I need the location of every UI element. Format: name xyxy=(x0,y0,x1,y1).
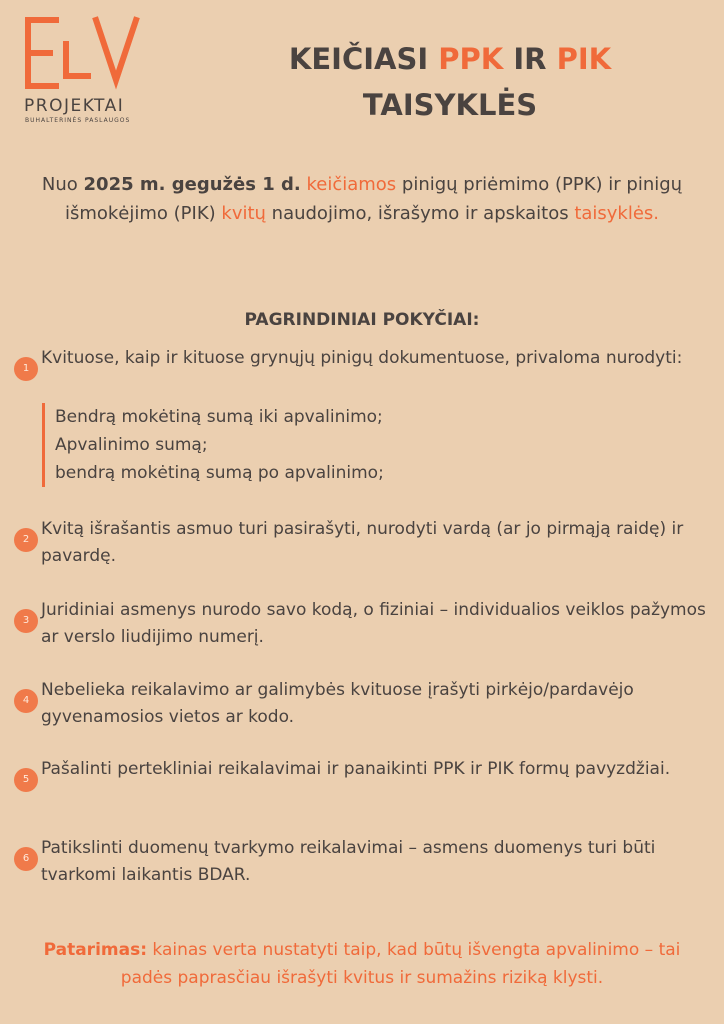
sublist-item: bendrą mokėtiną sumą po apvalinimo; xyxy=(55,463,384,483)
list-item xyxy=(14,677,720,731)
title-part1: KEIČIASI xyxy=(288,42,439,76)
intro-changing: keičiamos xyxy=(306,174,397,195)
logo-tagline: BUHALTERINĖS PASLAUGOS xyxy=(25,117,131,124)
item-number-badge: 3 xyxy=(14,609,38,633)
list-item xyxy=(14,835,720,889)
item-number-badge: 5 xyxy=(14,768,38,792)
item-text: Pašalinti pertekliniai reikalavimai ir panaikinti PPK ir PIK formų pavyzdžiai. xyxy=(41,759,671,779)
intro-t1: Nuo xyxy=(41,174,84,195)
tip-text: kainas verta nustatyti taip, kad būtų išvengta apvalinimo – tai padės paprasčiau išrašyti kvitus ir sumažins riziką klysti. xyxy=(120,940,681,988)
item-number-badge: 6 xyxy=(14,847,38,871)
item-number-badge: 2 xyxy=(14,528,38,552)
elv-logo-mark-icon xyxy=(22,14,142,96)
item-text: Nebelieka reikalavimo ar galimybės kvituose įrašyti pirkėjo/pardavėjo gyvenamosios vietos ar kodo. xyxy=(41,680,634,727)
title-middle: IR xyxy=(503,42,557,76)
sublist-item: Bendrą mokėtiną sumą iki apvalinimo; xyxy=(55,407,383,427)
intro-rules: taisyklės. xyxy=(574,203,660,224)
item-text: Kvituose, kaip ir kituose grynųjų pinigų dokumentuose, privaloma nurodyti: xyxy=(41,348,683,368)
intro-paragraph xyxy=(30,170,694,228)
item-text: Juridiniai asmenys nurodo savo kodą, o fiziniai – individualios veiklos pažymos ar verslo liudijimo numerį. xyxy=(41,600,706,647)
section-heading: PAGRINDINIAI POKYČIAI: xyxy=(244,310,480,330)
list-item xyxy=(14,345,720,372)
intro-receipts: kvitų xyxy=(221,203,266,224)
page-title xyxy=(220,36,680,128)
tip-label: Patarimas: xyxy=(43,940,147,960)
required-fields-list xyxy=(42,403,384,487)
item-text: Patikslinti duomenų tvarkymo reikalavimai – asmens duomenys turi būti tvarkomi laikantis BDAR. xyxy=(41,838,656,885)
title-line2: TAISYKLĖS xyxy=(362,88,538,122)
list-item xyxy=(14,516,720,570)
tip-paragraph xyxy=(22,936,702,992)
intro-t4: naudojimo, išrašymo ir apskaitos xyxy=(265,203,575,224)
sublist-item: Apvalinimo sumą; xyxy=(55,435,208,455)
item-number-badge: 1 xyxy=(14,357,38,381)
company-logo xyxy=(22,14,144,124)
title-ppk: PPK xyxy=(438,42,504,76)
list-item xyxy=(14,756,720,783)
item-number-badge: 4 xyxy=(14,689,38,713)
intro-t3: pinigų priėmimo (PPK) ir pinigų išmokėjimo (PIK) xyxy=(64,174,683,224)
list-item xyxy=(14,597,720,651)
logo-name: PROJEKTAI xyxy=(24,96,125,116)
item-text: Kvitą išrašantis asmuo turi pasirašyti, nurodyti vardą (ar jo pirmąją raidę) ir pavardę. xyxy=(41,519,684,566)
intro-date: 2025 m. gegužės 1 d. xyxy=(83,174,301,195)
title-pik: PIK xyxy=(556,42,612,76)
